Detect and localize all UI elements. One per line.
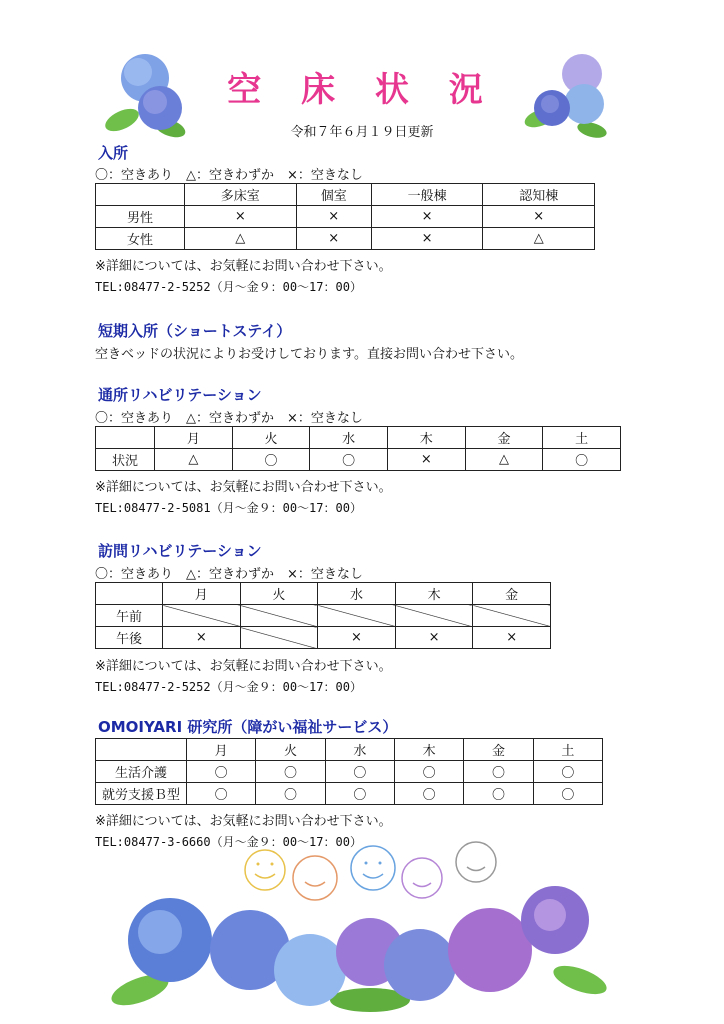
table-header-cell: 火 [232, 427, 310, 449]
table-cell: △ [185, 228, 297, 250]
nyusho-table [95, 183, 595, 250]
table-cell-not-available [240, 627, 318, 649]
section-heading-homon: 訪問リハビリテーション [98, 542, 262, 560]
table-header-cell: 金 [473, 583, 551, 605]
table-cell: △ [483, 228, 595, 250]
table-cell: × [483, 206, 595, 228]
section-heading-tsusho: 通所リハビリテーション [98, 386, 262, 404]
table-header-cell: 水 [310, 427, 388, 449]
table-cell: 〇 [310, 449, 388, 471]
smiley-face-icon [456, 842, 496, 882]
table-header-cell: 個室 [296, 184, 371, 206]
table-cell: × [395, 627, 473, 649]
section-heading-omoiyari: OMOIYARI 研究所（障がい福祉サービス） [98, 718, 398, 736]
table-cell: 〇 [543, 449, 621, 471]
table-cell: 〇 [464, 783, 533, 805]
table-cell-not-available [473, 605, 551, 627]
table-cell: 〇 [394, 783, 463, 805]
table-header-cell: 一般棟 [371, 184, 483, 206]
table-header-row [96, 739, 603, 761]
table-header-cell [96, 739, 187, 761]
table-cell-not-available [318, 605, 396, 627]
smiley-face-icon [402, 858, 442, 898]
table-header-row [96, 583, 551, 605]
tel-omoiyari: TEL:08477-3-6660（月～金９：00～17：00） [95, 835, 362, 849]
note-omoiyari: ※詳細については、お気軽にお問い合わせ下さい。 [95, 814, 392, 829]
section-heading-short-stay: 短期入所（ショートステイ） [98, 322, 292, 340]
row-label: 午前 [96, 605, 163, 627]
tel-nyusho: TEL:08477-2-5252（月～金９：00～17：00） [95, 280, 362, 294]
smiley-face-icon [351, 846, 395, 890]
table-header-cell: 木 [387, 427, 465, 449]
table-header-row [96, 184, 595, 206]
row-label: 生活介護 [96, 761, 187, 783]
table-cell: × [296, 206, 371, 228]
table-cell: △ [465, 449, 543, 471]
note-tsusho: ※詳細については、お気軽にお問い合わせ下さい。 [95, 480, 392, 495]
table-cell: 〇 [464, 761, 533, 783]
note-nyusho: ※詳細については、お気軽にお問い合わせ下さい。 [95, 259, 392, 274]
table-cell: 〇 [325, 783, 394, 805]
hydrangea-footer-illustration [100, 840, 620, 1020]
legend-tsusho: 〇：空きあり △：空きわずか ×：空きなし [95, 411, 363, 426]
smiley-face-icon [293, 856, 337, 900]
table-header-cell [96, 583, 163, 605]
table-header-cell: 多床室 [185, 184, 297, 206]
row-label: 就労支援Ｂ型 [96, 783, 187, 805]
table-cell: 〇 [232, 449, 310, 471]
table-cell: × [318, 627, 396, 649]
table-row [96, 605, 551, 627]
table-row [96, 228, 595, 250]
table-cell: 〇 [187, 761, 256, 783]
table-cell: 〇 [394, 761, 463, 783]
table-cell: 〇 [187, 783, 256, 805]
legend-homon: 〇：空きあり △：空きわずか ×：空きなし [95, 567, 363, 582]
tsusho-table [95, 426, 621, 471]
table-cell: × [387, 449, 465, 471]
table-header-cell [96, 427, 155, 449]
table-cell: 〇 [533, 761, 602, 783]
row-label: 状況 [96, 449, 155, 471]
table-row [96, 627, 551, 649]
homon-table [95, 582, 551, 649]
smiley-face-icon [245, 850, 285, 890]
table-cell: × [185, 206, 297, 228]
table-header-cell: 認知棟 [483, 184, 595, 206]
tel-tsusho: TEL:08477-2-5081（月～金９：00～17：00） [95, 501, 362, 515]
table-row [96, 206, 595, 228]
omoiyari-table [95, 738, 603, 805]
table-header-cell: 水 [318, 583, 396, 605]
table-cell-not-available [163, 605, 241, 627]
table-header-cell: 金 [465, 427, 543, 449]
table-cell: × [371, 228, 483, 250]
table-cell: 〇 [325, 761, 394, 783]
note-homon: ※詳細については、お気軽にお問い合わせ下さい。 [95, 659, 392, 674]
table-header-cell: 金 [464, 739, 533, 761]
table-cell: 〇 [256, 783, 325, 805]
table-cell: × [371, 206, 483, 228]
legend-nyusho: 〇：空きあり △：空きわずか ×：空きなし [95, 168, 363, 183]
table-cell: × [163, 627, 241, 649]
row-label: 女性 [96, 228, 185, 250]
table-row [96, 449, 621, 471]
table-header-cell [96, 184, 185, 206]
section-heading-nyusho: 入所 [98, 144, 129, 162]
table-cell: 〇 [256, 761, 325, 783]
table-cell: △ [155, 449, 233, 471]
table-cell: × [473, 627, 551, 649]
table-header-cell: 土 [533, 739, 602, 761]
table-cell-not-available [395, 605, 473, 627]
table-header-cell: 水 [325, 739, 394, 761]
table-header-cell: 火 [256, 739, 325, 761]
tel-homon: TEL:08477-2-5252（月～金９：00～17：00） [95, 680, 362, 694]
table-header-cell: 月 [155, 427, 233, 449]
updated-date: 令和７年６月１９日更新 [290, 125, 434, 140]
table-cell: × [296, 228, 371, 250]
table-header-cell: 木 [395, 583, 473, 605]
table-row [96, 761, 603, 783]
short-stay-text: 空きベッドの状況によりお受けしております。直接お問い合わせ下さい。 [95, 347, 523, 362]
table-header-cell: 土 [543, 427, 621, 449]
table-header-cell: 月 [163, 583, 241, 605]
table-cell: 〇 [533, 783, 602, 805]
row-label: 男性 [96, 206, 185, 228]
table-cell-not-available [240, 605, 318, 627]
table-header-cell: 月 [187, 739, 256, 761]
table-header-cell: 木 [394, 739, 463, 761]
table-header-row [96, 427, 621, 449]
table-row [96, 783, 603, 805]
table-header-cell: 火 [240, 583, 318, 605]
page-title: 空 床 状 況 [227, 70, 497, 110]
row-label: 午後 [96, 627, 163, 649]
